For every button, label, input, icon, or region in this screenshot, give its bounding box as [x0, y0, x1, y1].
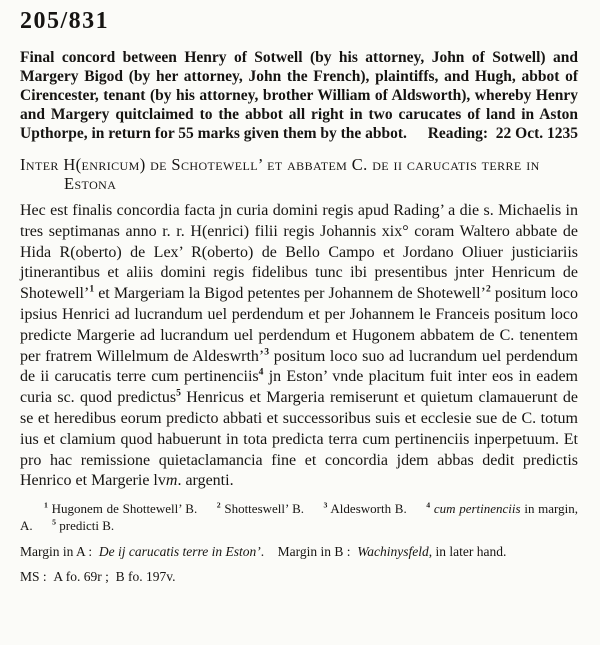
headnote-text: Final concord between Henry of Sotwell (by his attorney, John of Sotwell) and Margery Bigod (by her attorney, John the French), plaintiffs, and Hugh, abbot of Cirencester, tenant (by his attorney, brother William of Aldsworth), whereby Henry and Margery quitclaimed to the abbot all right in two carucates of land in Aston Upthorpe, in return for 55 marks given them by the abbot.: [20, 49, 578, 142]
margin-note: Margin in A : De ij carucatis terre in Eston’. Margin in B : Wachinysfeld, in later hand.: [20, 544, 507, 560]
latin-heading: Inter H(enricum) de Schotewell’ et abbatem C. de ii carucatis terre in Estona: [20, 155, 540, 193]
headnote: [20, 48, 578, 143]
footnotes: $^1$ Hugonem de Shottewell’ B. $^2$ Shotteswell’ B. $^3$ Aldesworth B. $^4$ cum pertinenciis in margin, A. $^5$ predicti B.: [20, 500, 578, 534]
dateline: Reading: 22 Oct. 1235: [427, 125, 578, 142]
body-text: Hec est finalis concordia facta jn curia domini regis apud Rading’ a die s. Michaelis in tres septimanas anno r. r. H(enrici) filii regis Johannis xix° coram Waltero abbate de Hida R(oberto) de Lex’ R(oberto) de Bello Campo et Jordano Oliuer justiciariis jtinerantibus et aliis domini regis fidelibus tunc ibi presentibus jnter Henricum de Shotewell’$^1$ et Margeriam la Bigod petentes per Johannem de Shotewell’$^2$ positum loco ipsius Henrici ad lucrandum uel perdendum et per Johannem le Franceis positum loco predicte Margerie ad lucrandum uel perdendum et Hugonem abbatem de C. tenentem per fratrem Willelmum de Aldeswrth’$^3$ positum loco suo ad lucrandum uel perdendum de ii carucatis terre cum pertinenciis$^4$ jn Eston’ vnde placitum fuit inter eos in eadem curia sc. quod predictus$^5$ Henricus et Margeria remiserunt et quietum clamauerunt de se et heredibus eorum predicto abbati et successoribus suis et ecclesie sue de C. totum ius et clamium quod habuerunt in tota predicta terra cum pertinenciis inperpetuum. Et pro hac remissione quietaclamancia fine et concordia jdem abbas dedit predictis Henrico et Margerie lvm. argenti.: [20, 202, 579, 490]
entry-number: 205/831: [20, 8, 110, 34]
manuscript-reference: MS : A fo. 69r ; B fo. 197v.: [20, 569, 176, 585]
